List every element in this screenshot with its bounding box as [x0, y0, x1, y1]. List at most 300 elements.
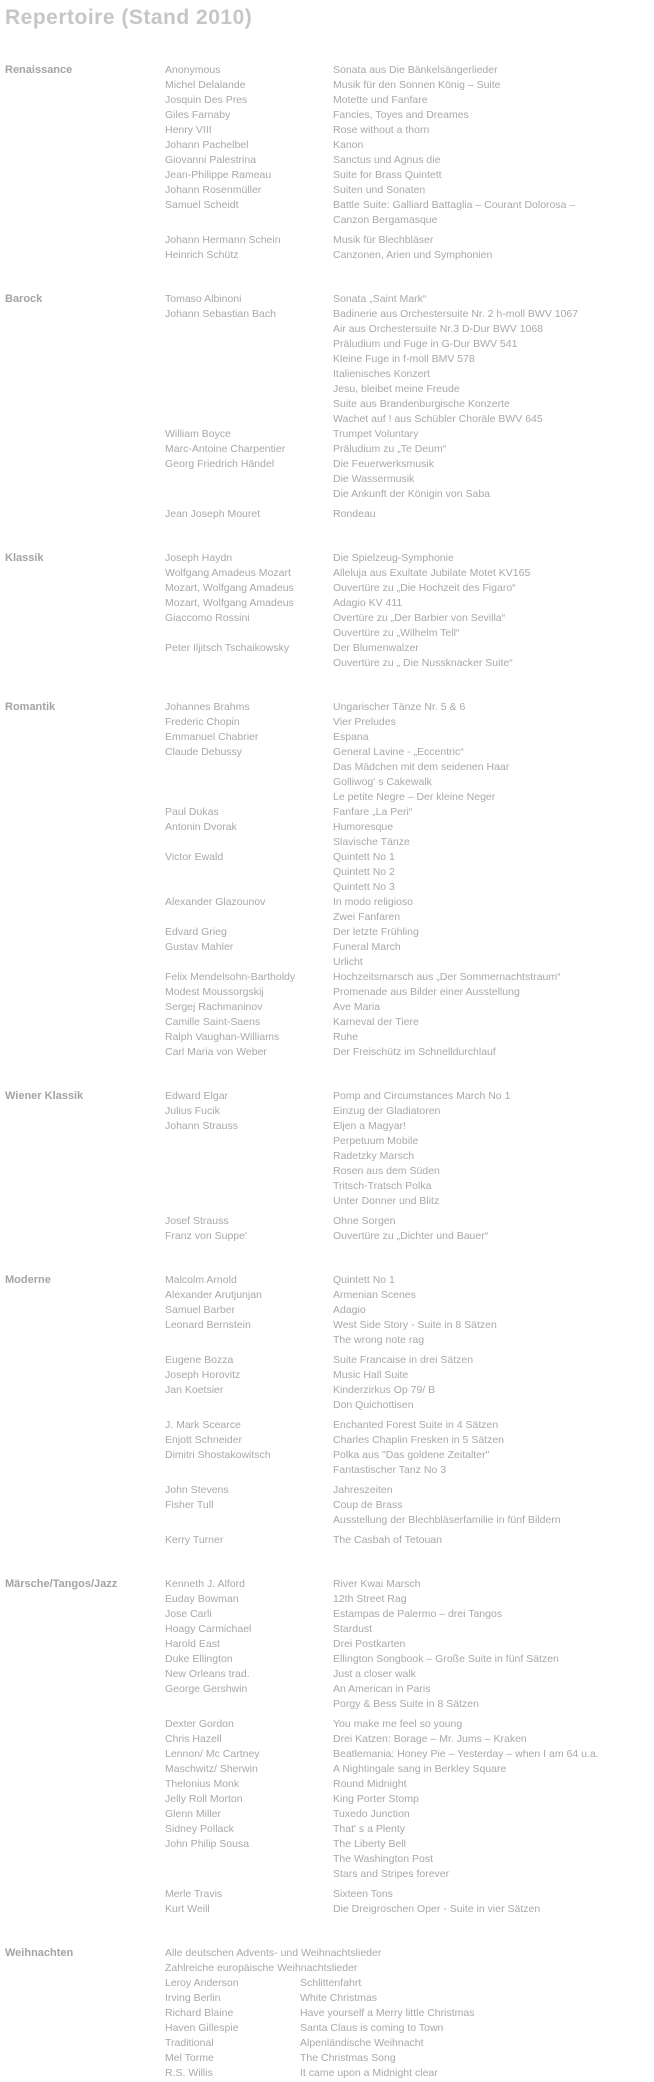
- composer-cell: Alexander Glazounov: [165, 896, 266, 908]
- repertoire-row: [165, 1946, 654, 1961]
- work-cell: Die Wassermusik: [333, 473, 415, 485]
- repertoire-row: [165, 835, 654, 850]
- work-cell: Rose without a thorn: [333, 124, 430, 136]
- composer-cell: [165, 412, 333, 427]
- repertoire-row: [165, 1533, 654, 1548]
- work-cell: Urlicht: [333, 956, 363, 968]
- work-cell: Promenade aus Bilder einer Ausstellung: [333, 986, 520, 998]
- repertoire-row: [165, 641, 654, 656]
- composer-cell: Mel Torme: [165, 2052, 214, 2064]
- repertoire-row: [165, 1463, 654, 1478]
- composer-cell: Modest Moussorgskij: [165, 986, 264, 998]
- repertoire-row: [165, 78, 654, 93]
- composer-cell: [165, 382, 333, 397]
- repertoire-row: [165, 1194, 654, 1209]
- work-cell: Sonata „Saint Mark“: [333, 293, 427, 305]
- work-cell: Fanfare „La Peri“: [333, 806, 413, 818]
- composer-cell: Frederic Chopin: [165, 716, 240, 728]
- repertoire-row: [165, 940, 654, 955]
- work-cell: General Lavine - „Eccentric“: [333, 746, 464, 758]
- composer-cell: Alexander Arutjunjan: [165, 1289, 262, 1301]
- composer-cell: Jean-Philippe Rameau: [165, 169, 272, 181]
- work-cell: Kleine Fuge in f-moll BMV 578: [333, 353, 475, 365]
- repertoire-row: [165, 2021, 654, 2036]
- repertoire-row: [165, 248, 654, 263]
- repertoire-row: [165, 1887, 654, 1902]
- repertoire-row: [165, 1682, 654, 1697]
- work-cell: That' s a Plenty: [333, 1823, 406, 1835]
- work-cell: Alpenländische Weihnacht: [300, 2037, 424, 2049]
- repertoire-row: [165, 745, 654, 760]
- repertoire-row: [165, 322, 654, 337]
- work-cell: Ouvertüre zu „Dichter und Bauer“: [333, 1230, 489, 1242]
- composer-cell: [165, 1164, 333, 1179]
- composer-cell: [165, 337, 333, 352]
- repertoire-row: [165, 1652, 654, 1667]
- composer-cell: Thelonius Monk: [165, 1778, 240, 1790]
- work-cell: Radetzky Marsch: [333, 1150, 415, 1162]
- repertoire-row: [165, 880, 654, 895]
- work-cell: Drei Postkarten: [333, 1638, 406, 1650]
- repertoire-row: [165, 1229, 654, 1244]
- repertoire-row: [165, 551, 654, 566]
- composer-cell: [165, 910, 333, 925]
- composer-cell: J. Mark Scearce: [165, 1419, 241, 1431]
- repertoire-row: [165, 1214, 654, 1229]
- repertoire-row: [165, 123, 654, 138]
- composer-cell: [165, 1398, 333, 1413]
- work-cell: Tritsch-Tratsch Polka: [333, 1180, 432, 1192]
- repertoire-section-barock: [5, 292, 654, 522]
- composer-cell: Dimitri Shostakowitsch: [165, 1449, 271, 1461]
- work-cell: Alleluja aus Exultate Jubilate Motet KV165: [333, 567, 531, 579]
- work-cell: Schlittenfahrt: [300, 1977, 362, 1989]
- repertoire-row: [165, 1273, 654, 1288]
- repertoire-row: [165, 1902, 654, 1917]
- composer-cell: [165, 397, 333, 412]
- composer-cell: Traditional: [165, 2037, 214, 2049]
- composer-cell: Camille Saint-Saens: [165, 1016, 261, 1028]
- repertoire-row: [165, 895, 654, 910]
- composer-cell: Antonin Dvorak: [165, 821, 237, 833]
- repertoire-row: [165, 507, 654, 522]
- work-cell: Musik für den Sonnen König – Suite: [333, 79, 501, 91]
- repertoire-row: [165, 427, 654, 442]
- composer-cell: Joseph Haydn: [165, 552, 233, 564]
- repertoire-row: [165, 925, 654, 940]
- composer-cell: Giovanni Palestrina: [165, 154, 257, 166]
- composer-cell: R.S. Willis: [165, 2067, 213, 2079]
- composer-cell: [165, 1179, 333, 1194]
- repertoire-row: [165, 1867, 654, 1882]
- work-cell: Drei Katzen: Borage – Mr. Jums – Kraken: [333, 1733, 527, 1745]
- repertoire-section-renaissance: [5, 63, 654, 263]
- composer-cell: [165, 322, 333, 337]
- work-cell: Suiten und Sonaten: [333, 184, 426, 196]
- repertoire-row: [165, 2051, 654, 2066]
- work-cell: A Nightingale sang in Berkley Square: [333, 1763, 507, 1775]
- composer-cell: Chris Hazell: [165, 1733, 222, 1745]
- repertoire-row: [165, 1368, 654, 1383]
- repertoire-row: [165, 626, 654, 641]
- repertoire-row: [165, 850, 654, 865]
- repertoire-row: [165, 1607, 654, 1622]
- repertoire-row: [165, 1717, 654, 1732]
- composer-cell: Georg Friedrich Händel: [165, 458, 275, 470]
- repertoire-row: [165, 1164, 654, 1179]
- composer-cell: [165, 656, 333, 671]
- work-cell: Santa Claus is coming to Town: [300, 2022, 444, 2034]
- work-cell: Armenian Scenes: [333, 1289, 416, 1301]
- repertoire-row: [165, 1762, 654, 1777]
- composer-cell: Carl Maria von Weber: [165, 1046, 267, 1058]
- work-cell: Sixteen Tons: [333, 1888, 393, 1900]
- work-cell: Hochzeitsmarsch aus „Der Sommernachtstraum“: [333, 971, 561, 983]
- composer-cell: Felix Mendelsohn-Bartholdy: [165, 971, 296, 983]
- section-rows: [165, 63, 654, 263]
- work-cell: Le petite Negre – Der kleine Neger: [333, 791, 496, 803]
- work-cell: Musik für Blechbläser: [333, 234, 434, 246]
- repertoire-row: [165, 775, 654, 790]
- repertoire-row: [165, 1592, 654, 1607]
- work-cell: Canzon Bergamasque: [333, 214, 438, 226]
- repertoire-row: [165, 700, 654, 715]
- work-cell: An American in Paris: [333, 1683, 431, 1695]
- composer-cell: Kurt Weill: [165, 1903, 210, 1915]
- work-cell: Stardust: [333, 1623, 373, 1635]
- repertoire-row: [165, 1030, 654, 1045]
- composer-cell: Harold East: [165, 1638, 220, 1650]
- composer-cell: Lennon/ Mc Cartney: [165, 1748, 260, 1760]
- repertoire-row: [165, 1398, 654, 1413]
- work-cell: Porgy & Bess Suite in 8 Sätzen: [333, 1698, 479, 1710]
- work-cell: Kinderzirkus Op 79/ B: [333, 1384, 436, 1396]
- composer-cell: Kenneth J. Alford: [165, 1578, 245, 1590]
- repertoire-section-m-rsche-tangos-jazz: [5, 1577, 654, 1917]
- work-cell: Trumpet Voluntary: [333, 428, 419, 440]
- composer-cell: Eugene Bozza: [165, 1354, 234, 1366]
- work-cell: Ruhe: [333, 1031, 359, 1043]
- repertoire-row: [165, 1318, 654, 1333]
- repertoire-row: [165, 730, 654, 745]
- work-cell: Ave Maria: [333, 1001, 381, 1013]
- work-cell: Ohne Sorgen: [333, 1215, 396, 1227]
- work-cell: [300, 1961, 654, 1976]
- composer-cell: [165, 1194, 333, 1209]
- section-heading: Barock: [5, 293, 43, 305]
- repertoire-row: [165, 442, 654, 457]
- composer-cell: Victor Ewald: [165, 851, 224, 863]
- work-cell: Music Hall Suite: [333, 1369, 409, 1381]
- composer-cell: Johann Sebastian Bach: [165, 308, 276, 320]
- repertoire-row: [165, 233, 654, 248]
- repertoire-row: [165, 1179, 654, 1194]
- work-cell: Wachet auf ! aus Schübler Choräle BWV 645: [333, 413, 543, 425]
- composer-cell: Leonard Bernstein: [165, 1319, 251, 1331]
- work-cell: Enchanted Forest Suite in 4 Sätzen: [333, 1419, 499, 1431]
- work-cell: Unter Donner und Blitz: [333, 1195, 440, 1207]
- work-cell: Polka aus "Das goldene Zeitalter": [333, 1449, 490, 1461]
- repertoire-row: [165, 382, 654, 397]
- composer-cell: [165, 1134, 333, 1149]
- work-cell: Espana: [333, 731, 369, 743]
- work-cell: Ouvertüre zu „Wilhelm Tell“: [333, 627, 460, 639]
- composer-cell: Edvard Grieg: [165, 926, 227, 938]
- repertoire-row: [165, 307, 654, 322]
- composer-cell: Claude Debussy: [165, 746, 243, 758]
- work-cell: King Porter Stomp: [333, 1793, 419, 1805]
- repertoire-row: [165, 715, 654, 730]
- work-cell: White Christmas: [300, 1992, 378, 2004]
- repertoire-row: [165, 367, 654, 382]
- composer-cell: [165, 775, 333, 790]
- work-cell: Suite aus Brandenburgische Konzerte: [333, 398, 510, 410]
- composer-cell: Haven Gillespie: [165, 2022, 239, 2034]
- composer-cell: Dexter Gordon: [165, 1718, 234, 1730]
- repertoire-row: [165, 1577, 654, 1592]
- composer-cell: Franz von Suppe': [165, 1230, 247, 1242]
- repertoire-row: [165, 352, 654, 367]
- work-cell: Sanctus und Agnus die: [333, 154, 441, 166]
- repertoire-row: [165, 1732, 654, 1747]
- work-cell: Rosen aus dem Süden: [333, 1165, 440, 1177]
- section-heading: Klassik: [5, 552, 44, 564]
- repertoire-row: [165, 292, 654, 307]
- composer-cell: Heinrich Schütz: [165, 249, 239, 261]
- section-heading: Romantik: [5, 701, 56, 713]
- composer-cell: [165, 1697, 333, 1712]
- composer-cell: Irving Berlin: [165, 1992, 221, 2004]
- composer-cell: William Boyce: [165, 428, 231, 440]
- section-rows: [165, 1946, 654, 2081]
- composer-cell: Wolfgang Amadeus Mozart: [165, 567, 291, 579]
- repertoire-row: [165, 611, 654, 626]
- composer-cell: Peter Iljitsch Tschaikowsky: [165, 642, 290, 654]
- composer-cell: [165, 865, 333, 880]
- work-cell: Einzug der Gladiatoren: [333, 1105, 441, 1117]
- work-cell: [300, 1946, 654, 1961]
- work-cell: Sonata aus Die Bänkelsängerlieder: [333, 64, 498, 76]
- composer-cell: [165, 955, 333, 970]
- work-cell: Ellington Songbook – Große Suite in fünf Sätzen: [333, 1653, 559, 1665]
- composer-cell: Alle deutschen Advents- und Weihnachtslieder: [165, 1947, 382, 1959]
- work-cell: The wrong note rag: [333, 1334, 425, 1346]
- work-cell: Overtüre zu „Der Barbier von Sevilla“: [333, 612, 506, 624]
- composer-cell: [165, 790, 333, 805]
- repertoire-row: [165, 1104, 654, 1119]
- work-cell: Rondeau: [333, 508, 376, 520]
- repertoire-row: [165, 1991, 654, 2006]
- repertoire-row: [165, 1667, 654, 1682]
- repertoire-section-romantik: [5, 700, 654, 1060]
- work-cell: Das Mädchen mit dem seidenen Haar: [333, 761, 510, 773]
- composer-cell: John Philip Sousa: [165, 1838, 250, 1850]
- work-cell: Suite Francaise in drei Sätzen: [333, 1354, 474, 1366]
- repertoire-section-klassik: [5, 551, 654, 671]
- repertoire-row: [165, 457, 654, 472]
- composer-cell: Zahlreiche europäische Weihnachtslieder: [165, 1962, 358, 1974]
- composer-cell: George Gershwin: [165, 1683, 248, 1695]
- composer-cell: Anonymous: [165, 64, 221, 76]
- composer-cell: Tomaso Albinoni: [165, 293, 242, 305]
- repertoire-row: [165, 970, 654, 985]
- work-cell: Estampas de Palermo – drei Tangos: [333, 1608, 503, 1620]
- composer-cell: Michel Delalande: [165, 79, 246, 91]
- repertoire-row: [165, 1015, 654, 1030]
- repertoire-row: [165, 1747, 654, 1762]
- composer-cell: Leroy Anderson: [165, 1977, 239, 1989]
- composer-cell: Paul Dukas: [165, 806, 219, 818]
- repertoire-row: [165, 1089, 654, 1104]
- work-cell: Präludium und Fuge in G-Dur BWV 541: [333, 338, 518, 350]
- work-cell: Don Quichottisen: [333, 1399, 414, 1411]
- work-cell: Battle Suite: Galliard Battaglia – Courant Dolorosa –: [333, 199, 576, 211]
- composer-cell: Richard Blaine: [165, 2007, 234, 2019]
- composer-cell: [165, 213, 333, 228]
- work-cell: River Kwai Marsch: [333, 1578, 421, 1590]
- composer-cell: New Orleans trad.: [165, 1668, 250, 1680]
- repertoire-row: [165, 1134, 654, 1149]
- repertoire-row: [165, 213, 654, 228]
- repertoire-row: [165, 1697, 654, 1712]
- work-cell: It came upon a Midnight clear: [300, 2067, 438, 2079]
- composer-cell: Josquin Des Pres: [165, 94, 248, 106]
- work-cell: Fancies, Toyes and Dreames: [333, 109, 469, 121]
- repertoire-row: [165, 1000, 654, 1015]
- repertoire-row: [165, 760, 654, 775]
- section-rows: [165, 551, 654, 671]
- composer-cell: Johann Rosenmüller: [165, 184, 262, 196]
- repertoire-row: [165, 1622, 654, 1637]
- section-rows: [165, 1273, 654, 1548]
- repertoire-row: [165, 1792, 654, 1807]
- composer-cell: Julius Fucik: [165, 1105, 220, 1117]
- repertoire-row: [165, 63, 654, 78]
- section-heading: Märsche/Tangos/Jazz: [5, 1578, 118, 1590]
- repertoire-row: [165, 985, 654, 1000]
- repertoire-row: [165, 1807, 654, 1822]
- work-cell: Slavische Tänze: [333, 836, 410, 848]
- work-cell: Quintett No 3: [333, 881, 395, 893]
- work-cell: Eljen a Magyar!: [333, 1120, 406, 1132]
- work-cell: Pomp and Circumstances March No 1: [333, 1090, 511, 1102]
- repertoire-row: [165, 1483, 654, 1498]
- section-heading: Wiener Klassik: [5, 1090, 84, 1102]
- repertoire-row: [165, 865, 654, 880]
- section-heading: Renaissance: [5, 64, 73, 76]
- work-cell: Perpetuum Mobile: [333, 1135, 419, 1147]
- repertoire-row: [165, 1045, 654, 1060]
- composer-cell: [165, 626, 333, 641]
- composer-cell: Enjott Schneider: [165, 1434, 243, 1446]
- composer-cell: Samuel Scheidt: [165, 199, 239, 211]
- work-cell: Italienisches Konzert: [333, 368, 430, 380]
- repertoire-row: [165, 656, 654, 671]
- repertoire-row: [165, 805, 654, 820]
- composer-cell: Joseph Horovitz: [165, 1369, 241, 1381]
- repertoire-row: [165, 1353, 654, 1368]
- work-cell: Die Feuerwerksmusik: [333, 458, 434, 470]
- repertoire-row: [165, 2006, 654, 2021]
- work-cell: Präludium zu „Te Deum“: [333, 443, 447, 455]
- work-cell: Humoresque: [333, 821, 394, 833]
- repertoire-row: [165, 1513, 654, 1528]
- work-cell: Zwei Fanfaren: [333, 911, 401, 923]
- composer-cell: Jan Koetsier: [165, 1384, 224, 1396]
- work-cell: Jahreszeiten: [333, 1484, 393, 1496]
- composer-cell: Euday Bowman: [165, 1593, 239, 1605]
- repertoire-row: [165, 1498, 654, 1513]
- composer-cell: [165, 472, 333, 487]
- repertoire-row: [165, 566, 654, 581]
- repertoire-row: [165, 1837, 654, 1852]
- work-cell: Jesu, bleibet meine Freude: [333, 383, 460, 395]
- repertoire-row: [165, 790, 654, 805]
- repertoire-row: [165, 138, 654, 153]
- composer-cell: Jelly Roll Morton: [165, 1793, 243, 1805]
- work-cell: Der Freischütz im Schnelldurchlauf: [333, 1046, 496, 1058]
- composer-cell: Fisher Tull: [165, 1499, 214, 1511]
- repertoire-row: [165, 198, 654, 213]
- composer-cell: Johann Pachelbel: [165, 139, 249, 151]
- work-cell: Air aus Orchestersuite Nr.3 D-Dur BWV 1068: [333, 323, 544, 335]
- work-cell: The Casbah of Tetouan: [333, 1534, 442, 1546]
- composer-cell: Sergej Rachmaninov: [165, 1001, 263, 1013]
- repertoire-row: [165, 1119, 654, 1134]
- composer-cell: Jean Joseph Mouret: [165, 508, 261, 520]
- repertoire-row: [165, 472, 654, 487]
- composer-cell: Johann Hermann Schein: [165, 234, 281, 246]
- composer-cell: Merle Travis: [165, 1888, 223, 1900]
- work-cell: Die Spielzeug-Symphonie: [333, 552, 454, 564]
- composer-cell: Emmanuel Chabrier: [165, 731, 259, 743]
- work-cell: Have yourself a Merry little Christmas: [300, 2007, 475, 2019]
- work-cell: Vier Preludes: [333, 716, 396, 728]
- work-cell: Ausstellung der Blechbläserfamilie in fünf Bildern: [333, 1514, 561, 1526]
- composer-cell: Duke Ellington: [165, 1653, 233, 1665]
- composer-cell: [165, 1513, 333, 1528]
- work-cell: The Washington Post: [333, 1853, 433, 1865]
- work-cell: Quintett No 1: [333, 1274, 395, 1286]
- repertoire-row: [165, 1418, 654, 1433]
- work-cell: Ungarischer Tänze Nr. 5 & 6: [333, 701, 466, 713]
- composer-cell: [165, 487, 333, 502]
- work-cell: Funeral March: [333, 941, 401, 953]
- work-cell: 12th Street Rag: [333, 1593, 407, 1605]
- repertoire-row: [165, 955, 654, 970]
- work-cell: The Christmas Song: [300, 2052, 396, 2064]
- repertoire-row: [165, 1852, 654, 1867]
- work-cell: Beatlemania: Honey Pie – Yesterday – when I am 64 u.a.: [333, 1748, 599, 1760]
- repertoire-row: [165, 596, 654, 611]
- repertoire-row: [165, 337, 654, 352]
- work-cell: Charles Chaplin Fresken in 5 Sätzen: [333, 1434, 505, 1446]
- section-heading: Moderne: [5, 1274, 51, 1286]
- composer-cell: Ralph Vaughan-Williams: [165, 1031, 280, 1043]
- repertoire-row: [165, 1448, 654, 1463]
- repertoire-row: [165, 1288, 654, 1303]
- work-cell: Der Blumenwalzer: [333, 642, 419, 654]
- section-rows: [165, 700, 654, 1060]
- work-cell: Canzonen, Arien und Symphonien: [333, 249, 493, 261]
- composer-cell: Henry VIII: [165, 124, 212, 136]
- repertoire-list: [5, 63, 654, 2081]
- repertoire-row: [165, 1433, 654, 1448]
- repertoire-row: [165, 168, 654, 183]
- repertoire-section-wiener-klassik: [5, 1089, 654, 1244]
- work-cell: Karneval der Tiere: [333, 1016, 419, 1028]
- composer-cell: Malcolm Arnold: [165, 1274, 237, 1286]
